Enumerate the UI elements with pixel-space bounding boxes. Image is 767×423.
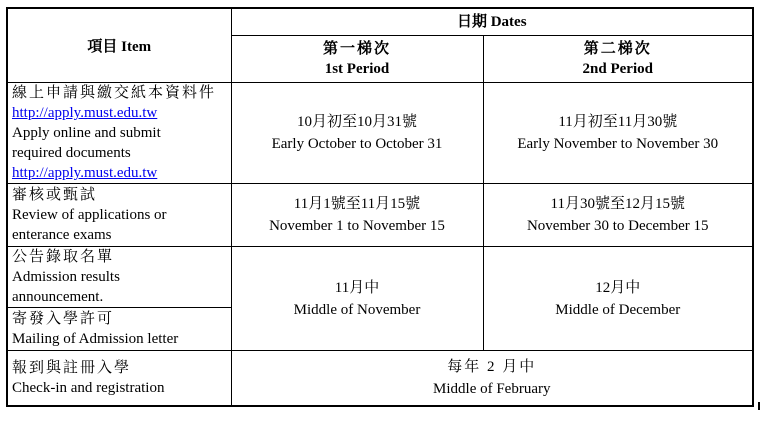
item-en: Check-in and registration: [12, 380, 165, 396]
period1-en: Early October to October 31: [271, 136, 443, 152]
dates-header-label: 日期 Dates: [456, 14, 527, 30]
period2-cell: [483, 83, 753, 184]
period2-cell: [483, 184, 753, 247]
period2-en: Early November to November 30: [517, 136, 719, 152]
item-cell-checkin: [7, 351, 231, 407]
period1-zh: 10月初至10月31號: [296, 114, 417, 130]
period2-en: November 30 to December 15: [526, 218, 709, 234]
period1-cell: [231, 83, 483, 184]
period1-header-en: 1st Period: [324, 61, 390, 77]
both-zh: 每年 2 月中: [447, 359, 537, 375]
period1-zh: 11月1號至11月15號: [293, 196, 421, 212]
item-cell-results: [7, 247, 231, 308]
admission-schedule-table: [6, 7, 754, 407]
period1-en: Middle of November: [293, 301, 421, 318]
period1-cell: [231, 247, 483, 351]
both-periods-cell: [231, 351, 753, 407]
apply-link-1[interactable]: http://apply.must.edu.tw: [12, 105, 158, 121]
item-en-line1: Admission results: [12, 269, 120, 285]
period2-cell: [483, 247, 753, 351]
item-en-line1: Review of applications or: [12, 207, 167, 223]
item-zh: 審核或甄試: [12, 187, 98, 203]
item-cell-mailing: [7, 308, 231, 351]
period2-zh: 11月初至11月30號: [558, 114, 678, 130]
item-zh: 線上申請與繳交紙本資料件: [12, 85, 217, 101]
item-en-line1: Apply online and submit: [12, 125, 161, 141]
both-en: Middle of February: [433, 381, 551, 397]
period1-header-zh: 第一梯次: [322, 41, 391, 57]
item-cell-apply: [7, 83, 231, 184]
table-row: [7, 83, 753, 184]
table-row: [7, 184, 753, 247]
apply-link-2[interactable]: http://apply.must.edu.tw: [12, 165, 158, 181]
table-row: [7, 351, 753, 407]
period1-header-cell: [231, 36, 483, 83]
period1-cell: [231, 184, 483, 247]
period2-header-cell: [483, 36, 753, 83]
page-edge-mark: [758, 402, 760, 410]
period1-en: November 1 to November 15: [269, 218, 445, 234]
item-cell-review: [7, 184, 231, 247]
table-row: [7, 247, 753, 308]
period2-header-zh: 第二梯次: [583, 41, 652, 57]
period2-en: Middle of December: [555, 301, 681, 318]
item-b-en: Mailing of Admission letter: [12, 331, 179, 347]
item-en-line2: required documents: [12, 145, 131, 161]
period2-zh: 12月中: [595, 279, 641, 296]
header-row-dates: [7, 8, 753, 36]
item-b-zh: 寄發入學許可: [12, 311, 115, 327]
item-zh: 公告錄取名單: [12, 249, 115, 265]
item-header-label: 項目 Item: [87, 39, 152, 55]
item-zh: 報到與註冊入學: [12, 360, 132, 376]
dates-header-cell: [231, 8, 753, 36]
item-en-line2: enterance exams: [12, 227, 112, 243]
item-header-cell: [7, 8, 231, 83]
item-en-line2: announcement.: [12, 289, 104, 305]
period2-header-en: 2nd Period: [582, 61, 653, 77]
period1-zh: 11月中: [334, 279, 380, 296]
period2-zh: 11月30號至12月15號: [550, 196, 685, 212]
